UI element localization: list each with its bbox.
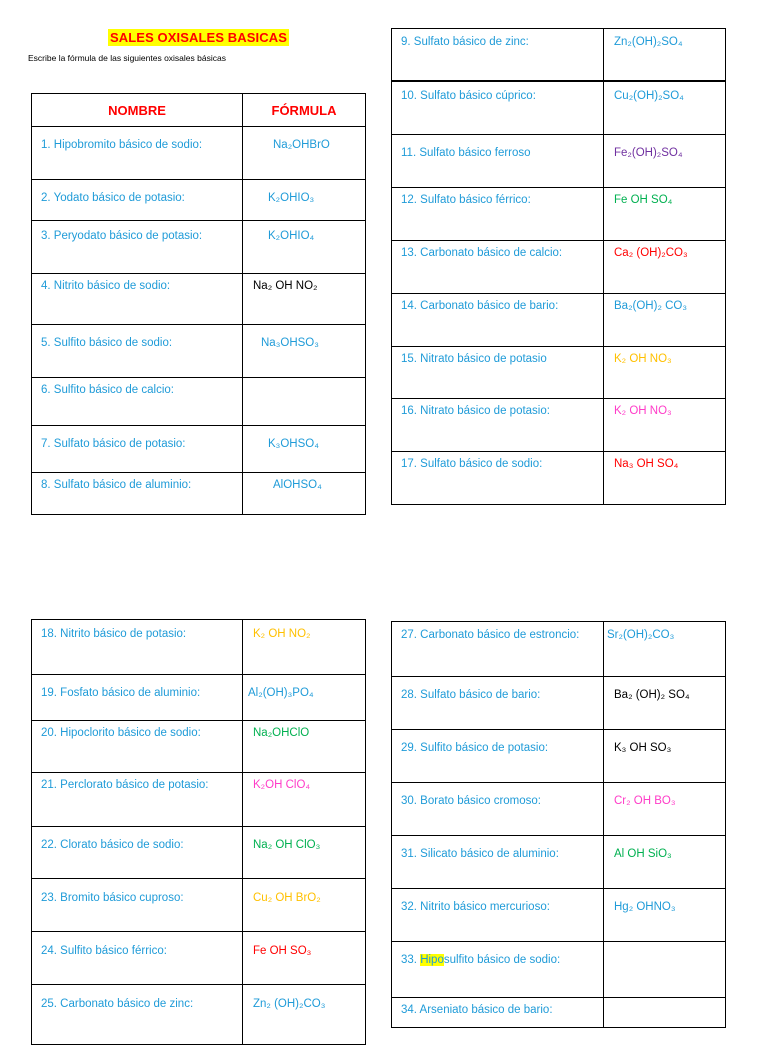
table-1 xyxy=(31,93,366,515)
compound-name: 21. Perclorato básico de potasio: xyxy=(41,779,209,791)
formula-cell[interactable]: K₂ OH NO₃ xyxy=(614,353,672,365)
table-row xyxy=(32,932,366,985)
page-title: SALES OXISALES BASICAS xyxy=(110,30,288,45)
header-nombre: NOMBRE xyxy=(32,94,243,127)
name-rest: sulfito básico de sodio: xyxy=(443,954,561,966)
compound-name: 17. Sulfato básico de sodio: xyxy=(401,458,543,470)
compound-name: 31. Silicato básico de aluminio: xyxy=(401,848,559,860)
table-row xyxy=(32,827,366,879)
table-row xyxy=(392,677,726,730)
formula-cell[interactable]: Al OH SiO₃ xyxy=(614,848,672,860)
table-row xyxy=(392,730,726,783)
compound-name: 13. Carbonato básico de calcio: xyxy=(401,247,563,259)
formula-cell[interactable]: Na₃OHSO₃ xyxy=(261,337,319,349)
formula-cell[interactable]: Cr₂ OH BO₃ xyxy=(614,795,676,807)
formula-cell[interactable]: Hg₂ OHNO₃ xyxy=(614,901,676,913)
formula-cell[interactable]: K₂OH ClO₄ xyxy=(253,779,311,791)
compound-name: 11. Sulfato básico ferroso xyxy=(401,147,531,159)
header-formula: FÓRMULA xyxy=(243,94,366,127)
compound-name: 1. Hipobromito básico de sodio: xyxy=(41,139,203,151)
table-row xyxy=(32,473,366,515)
formula-cell[interactable]: Na₂ OH NO₂ xyxy=(253,280,318,292)
table-row xyxy=(392,241,726,294)
table-row xyxy=(32,426,366,473)
compound-name: 8. Sulfato básico de aluminio: xyxy=(41,479,192,491)
compound-name: 7. Sulfato básico de potasio: xyxy=(41,438,186,450)
table-row xyxy=(392,135,726,188)
table-2 xyxy=(391,28,726,505)
table-row xyxy=(392,452,726,505)
formula-cell[interactable]: AlOHSO₄ xyxy=(273,479,322,491)
table-row xyxy=(392,942,726,998)
formula-cell[interactable]: Na₃ OH SO₄ xyxy=(614,458,679,470)
formula-cell-empty[interactable] xyxy=(243,378,366,426)
formula-cell[interactable]: K₃ OH SO₃ xyxy=(614,742,672,754)
formula-cell[interactable]: Sr₂(OH)₂CO₃ xyxy=(607,629,675,641)
table-row xyxy=(32,721,366,773)
table-4 xyxy=(391,621,726,1028)
formula-cell[interactable]: K₂ OH NO₂ xyxy=(253,628,311,640)
formula-cell[interactable]: Cu₂(OH)₂SO₄ xyxy=(614,89,684,102)
formula-cell-empty[interactable] xyxy=(604,998,726,1028)
table-row xyxy=(392,399,726,452)
table-row xyxy=(392,29,726,81)
compound-name: 18. Nitrito básico de potasio: xyxy=(41,628,187,640)
table-row xyxy=(392,836,726,889)
compound-name: 2. Yodato básico de potasio: xyxy=(41,192,185,204)
table-row xyxy=(32,675,366,721)
compound-name: 27. Carbonato básico de estroncio: xyxy=(401,629,580,641)
compound-name xyxy=(401,942,603,966)
table-row xyxy=(32,879,366,932)
formula-cell[interactable]: Cu₂ OH BrO₂ xyxy=(253,892,321,904)
compound-name: 16. Nitrato básico de potasio: xyxy=(401,405,550,417)
compound-name: 19. Fosfato básico de aluminio: xyxy=(41,687,201,699)
formula-cell[interactable]: Na₂OHClO xyxy=(253,727,310,739)
compound-name: 28. Sulfato básico de bario: xyxy=(401,689,541,701)
formula-cell[interactable]: Na₂OHBrO xyxy=(273,139,330,151)
compound-name: 29. Sulfito básico de potasio: xyxy=(401,742,549,754)
table-row xyxy=(392,188,726,241)
highlighted-prefix: Hipo xyxy=(420,954,444,966)
compound-name: 5. Sulfito básico de sodio: xyxy=(41,337,173,349)
compound-name: 20. Hipoclorito básico de sodio: xyxy=(41,727,201,739)
compound-name: 25. Carbonato básico de zinc: xyxy=(41,998,194,1010)
table-row xyxy=(392,998,726,1028)
formula-cell[interactable]: K₂ OH NO₃ xyxy=(614,405,672,417)
formula-cell[interactable]: Ca₂ (OH)₂CO₃ xyxy=(614,247,688,259)
table-row xyxy=(392,889,726,942)
formula-cell-empty[interactable] xyxy=(604,942,726,998)
formula-cell[interactable]: Ba₂ (OH)₂ SO₄ xyxy=(614,689,690,701)
formula-cell[interactable]: Al₂(OH)₃PO₄ xyxy=(248,687,314,699)
formula-cell[interactable]: Ba₂(OH)₂ CO₃ xyxy=(614,300,688,312)
table-row xyxy=(32,221,366,274)
table-row xyxy=(392,622,726,677)
formula-cell[interactable]: Fe OH SO₃ xyxy=(253,945,312,957)
table-row xyxy=(32,985,366,1045)
formula-cell[interactable]: Fe₂(OH)₂SO₄ xyxy=(614,147,683,159)
compound-name: 3. Peryodato básico de potasio: xyxy=(41,230,203,242)
compound-name: 4. Nitrito básico de sodio: xyxy=(41,280,171,292)
table-row xyxy=(392,294,726,347)
row-number: 33. xyxy=(401,954,421,966)
instructions: Escribe la fórmula de las siguientes oxisales básicas xyxy=(28,53,226,63)
formula-cell[interactable]: Na₂ OH ClO₃ xyxy=(253,839,321,851)
table-row xyxy=(392,783,726,836)
compound-name: 9. Sulfato básico de zinc: xyxy=(401,36,529,48)
formula-cell[interactable]: K₂OHIO₃ xyxy=(268,192,315,204)
formula-cell[interactable]: Fe OH SO₄ xyxy=(614,194,673,206)
compound-name: 10. Sulfato básico cúprico: xyxy=(401,89,536,102)
formula-cell[interactable]: Zn₂(OH)₂SO₄ xyxy=(614,36,683,48)
table-3 xyxy=(31,619,366,1045)
table-row xyxy=(32,127,366,180)
table-row xyxy=(32,274,366,325)
formula-cell[interactable]: Zn₂ (OH)₂CO₃ xyxy=(253,998,326,1010)
table-row xyxy=(32,620,366,675)
table-row xyxy=(392,81,726,135)
compound-name: 30. Borato básico cromoso: xyxy=(401,795,541,807)
table-row xyxy=(32,378,366,426)
compound-name: 34. Arseniato básico de bario: xyxy=(401,1004,553,1016)
table-row xyxy=(32,180,366,221)
compound-name: 23. Bromito básico cuproso: xyxy=(41,892,184,904)
compound-name: 15. Nitrato básico de potasio xyxy=(401,353,547,365)
table-row xyxy=(32,773,366,827)
compound-name: 12. Sulfato básico férrico: xyxy=(401,194,531,206)
formula-cell[interactable]: K₂OHIO₄ xyxy=(268,230,315,242)
table-row xyxy=(392,347,726,399)
table-row xyxy=(32,325,366,378)
compound-name: 24. Sulfito básico férrico: xyxy=(41,945,167,957)
formula-cell[interactable]: K₃OHSO₄ xyxy=(268,438,319,450)
compound-name: 22. Clorato básico de sodio: xyxy=(41,839,184,851)
compound-name: 32. Nitrito básico mercurioso: xyxy=(401,901,550,913)
compound-name: 6. Sulfito básico de calcio: xyxy=(41,384,174,396)
compound-name: 14. Carbonato básico de bario: xyxy=(401,300,559,312)
